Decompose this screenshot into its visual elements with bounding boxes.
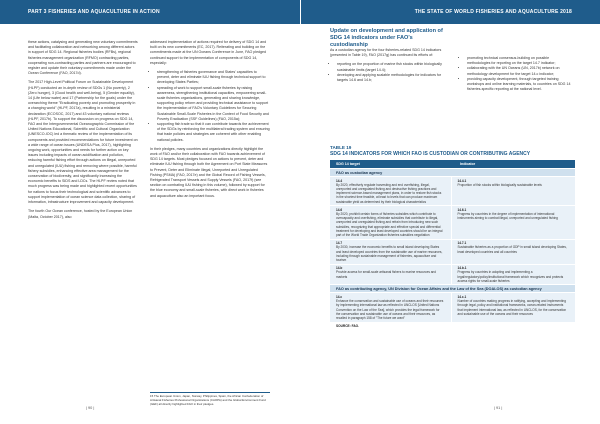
paragraph: addressed implementation of actions required for delivery of SDG 14 and built on its new commitments (EC, 2017). Reiterating and building on the commitments made at the UN Oceans Conference in June, FAO pledged continued support to the implementation of components of SDG 14, especially: <box>150 40 267 65</box>
table-row <box>330 177 575 205</box>
paragraph: As a custodian agency for the four fisheries-related SDG 14 indicators (presented in Table 19), FAO (2017g) has continued its efforts of: <box>330 48 442 58</box>
table-cell <box>452 206 575 238</box>
paragraph: The fourth Our Ocean conference, hosted by the European Union (Malta, October 2017), also <box>28 209 133 219</box>
indicator-text: Progress by countries in adopting and implementing a legal/regulatory/policy/institutional framework which recognizes and protects access rights for small-scale fisheries <box>457 270 564 283</box>
table-group-header: FAO as custodian agency <box>330 169 575 176</box>
list-item: • collaborating with the UN Oceans (UN, 2017b) network on methodology development for the target 14.c indicator; <box>467 66 572 76</box>
page-number-right: | 91 | <box>494 406 503 410</box>
table-cell <box>330 177 452 205</box>
column-left-1 <box>28 40 138 224</box>
table-row <box>330 293 575 321</box>
column-right-1 <box>330 48 448 87</box>
target-text: By 2020, effectively regulate harvesting and end overfishing, illegal, unreported and unregulated fishing and destructive fishing practices and implement science-based management plans, in order to restore fish stocks in the shortest time feasible, at least to levels that can produce maximum sustainable yield as determined by their biological characteristics <box>336 182 442 204</box>
table-cell <box>330 265 452 285</box>
indicator-text: Proportion of fish stocks within biologically sustainable levels <box>457 182 542 187</box>
list-item: • supporting fish trade so that it can contribute towards the achievement of the SDGs by reinforcing the multilateral trading system and ensuring that trade policies and strategies are coherent with other enabling national policies. <box>157 122 270 143</box>
table-cell <box>452 240 575 264</box>
indicator-text: Progress by countries in the degree of implementation of international instruments aiming to combat illegal, unreported and unregulated fishing <box>457 211 558 221</box>
header-right-title: THE STATE OF WORLD FISHERIES AND AQUACULTURE 2018 <box>414 9 572 15</box>
paragraph: The 2017 High-Level Political Forum on Sustainable Development (HLPF) conducted an in-depth review of SDGs 1 (No poverty), 2 (Zero hunger), 3 (Good health and well-being), 5 (Gender equality), 14 (Life below water) and 17 (Partnership for the goals) under the overarching theme "Eradicating poverty and promoting prosperity in a changing world" (HLPF, 2017a), resulting in a ministerial declaration (ECOSOC, 2017) and 43 voluntary national reviews (HLPF, 2017b). To support the discussion on progress on SDG 14, FAO and the Intergovernmental Oceanographic Commission of the United Nations Educational, Scientific and Cultural Organization (UNESCO-IOC) led a thematic review of the implementation of its components and provided recommendations for future investment on a wide range of ocean issues (UNDESA Plus, 2017), highlighting ongoing work, opportunities and needs for further action on key issues including impacts of ocean acidification and pollution, reducing harmful fishing effort through actions on illegal, unreported and unregulated (IUU) fishing and removing where possible, harmful fishery subsidies, enhancing effective area management for the conservation of biodiversity, and significantly increasing the economic benefits to SIDS and LDCs. The HLPF review noted that much progress was being made and highlighted recent opportunities for nations to focus their technological and scientific advances to support implementation of ocean science data collection, sharing of information, infrastructure improvement and capacity development. <box>28 80 138 205</box>
list-item: • reporting on the proportion of marine fish stocks within biologically sustainable limits (target 14.4); <box>337 62 448 72</box>
header-left-title: PART 3 FISHERIES AND AQUACULTURE IN ACTION <box>28 9 160 15</box>
table-label: TABLE 19 <box>330 145 352 150</box>
indicator-code: 14.6.1 <box>457 207 467 212</box>
table-row <box>330 265 575 285</box>
paragraph: these actions, catalysing and generating new voluntary commitments and facilitating collaboration and networking among different actors in support of SDG 14. Regional fisheries bodies (RFBs), regional fisheries management organization (RFMO) contracting parties, cooperating non-contracting parties and partners are encouraged to register and update their voluntary commitments made under the Ocean Conference (FAO, 2017d). <box>28 40 138 76</box>
column-right-2 <box>460 56 572 96</box>
target-code: 14.6 <box>336 207 343 212</box>
table-cell <box>452 177 575 205</box>
list-item: • promoting technical consensus-building on possible methodologies for reporting on the target 14.7 indicator; <box>467 56 572 66</box>
table-cell <box>330 240 452 264</box>
bullet-list <box>460 56 572 92</box>
indicator-text: Sustainable fisheries as a proportion of GDP in small island developing States, least developed countries and all countries <box>457 245 567 254</box>
target-text: Provide access for small-scale artisanal fishers to marine resources and markets <box>336 270 437 279</box>
table-cell <box>452 293 575 321</box>
target-text: By 2020, prohibit certain forms of fisheries subsidies which contribute to overcapacity and overfishing, eliminate subsidies that contribute to illegal, unreported and unregulated fishing and refrain from introducing new such subsidies, recognizing that appropriate and effective special and differential treatment for developing and least developed countries should be an integral part of the World Trade Organization fisheries subsidies negotiation <box>336 211 443 237</box>
column-left-2 <box>150 40 270 203</box>
list-item: • spreading of work to support small-scale fisheries by raising awareness, strengthening institutional capacities, empowering small-scale fisheries organizations, generating and sharing knowledge, supporting policy reform and providing technical assistance to support the implementation of FAO's Voluntary Guidelines for Securing Sustainable Small-Scale Fisheries in the Context of Food Security and Poverty Eradication (SSF Guidelines) (FAO, 2015a); <box>157 86 270 122</box>
footnote-rule <box>150 392 270 393</box>
page-header <box>0 0 600 24</box>
indicator-table <box>330 160 575 330</box>
bullet-list <box>330 62 448 83</box>
footnote: 15 The European Union, Japan, Norway, Philippines, Spain, the African Confederation of Artisanal Fisheries Professional Organizations (CAOPA) and the Global Environment Fund (GEF) all directly highlighted FAO in their pledges. <box>150 394 266 406</box>
indicator-code: 14.7.1 <box>457 241 467 246</box>
table-title: SDG 14 INDICATORS FOR WHICH FAO IS CUSTODIAN OR CONTRIBUTING AGENCY <box>330 151 531 157</box>
indicator-text: Number of countries making progress in ratifying, accepting and implementing through legal, policy and institutional frameworks, ocean-related instruments that implement international law, as reflected in UNCLOS, for the conservation and sustainable use of the oceans and their resources <box>457 299 567 316</box>
target-code: 14.7 <box>336 241 343 246</box>
column-header: SDG 14 target <box>336 162 360 166</box>
table-header-row <box>330 160 575 168</box>
target-code: 14.4 <box>336 178 343 183</box>
table-row <box>330 206 575 238</box>
section-title: Update on development and application of SDG 14 indicators under FAO's custodianship <box>330 28 443 48</box>
target-text: By 2030, increase the economic benefits to small island developing States and least developed countries from the sustainable use of marine resources, including through sustainable management of fisheries, aquaculture and tourism <box>336 245 443 262</box>
table-cell <box>330 293 452 321</box>
column-header: Indicator <box>460 162 476 166</box>
target-code: 14.b <box>336 266 343 271</box>
page-number-left: | 90 | <box>86 406 95 410</box>
target-code: 14.c <box>336 294 343 299</box>
paragraph: In their pledges, many countries and organizations directly highlight the work of FAO and/or their collaboration with FAO towards achievement of SDG 14 targets. Most pledges focused on actions to prevent, deter and eliminate IUU fishing through both the Agreement on Port State Measures to Prevent, Deter and Eliminate Illegal, Unreported and Unregulated Fishing (PSMA) (FAO, 2017e) and the Global Record of Fishing Vessels, Refrigerated Transport Vessels and Supply Vessels (FAO, 2017f) (see section on combating IUU fishing in this volume), followed by support for the blue economy and small-scale fisheries, with direct work in fisheries and aquaculture also an important focus. <box>150 146 268 198</box>
list-item: • strengthening of fisheries governance and States' capacities to prevent, deter and eliminate IUU fishing through technical support to developing States Parties; <box>157 70 270 86</box>
table-source: SOURCE: FAO. <box>336 323 360 328</box>
indicator-code: 14.b.1 <box>457 266 467 271</box>
indicator-code: 14.c.1 <box>457 294 467 299</box>
list-item: • providing capacity development, through targeted training workshops and online learning materials, to countries on SDG 14 fisheries-specific reporting at the national level. <box>467 77 572 93</box>
indicator-code: 14.4.1 <box>457 178 467 183</box>
table-cell <box>330 206 452 238</box>
list-item: • developing and applying scalable methodologies for indicators for targets 14.6 and 14.b; <box>337 73 448 83</box>
header-divider <box>300 0 301 24</box>
bullet-list <box>150 70 270 143</box>
target-text: Enhance the conservation and sustainable use of oceans and their resources by implementing international law as reflected in UNCLOS [United Nations Convention on the Law of the Sea], which provides the legal framework for the conservation and sustainable use of oceans and their resources, as recalled in paragraph 158 of "The future we want" <box>336 299 444 320</box>
table-row <box>330 240 575 264</box>
table-cell <box>452 265 575 285</box>
table-group-header: FAO as contributing agency, UN Division for Ocean Affairs and the Law of the Sea (DOALOS) as custodian agency <box>330 285 575 292</box>
